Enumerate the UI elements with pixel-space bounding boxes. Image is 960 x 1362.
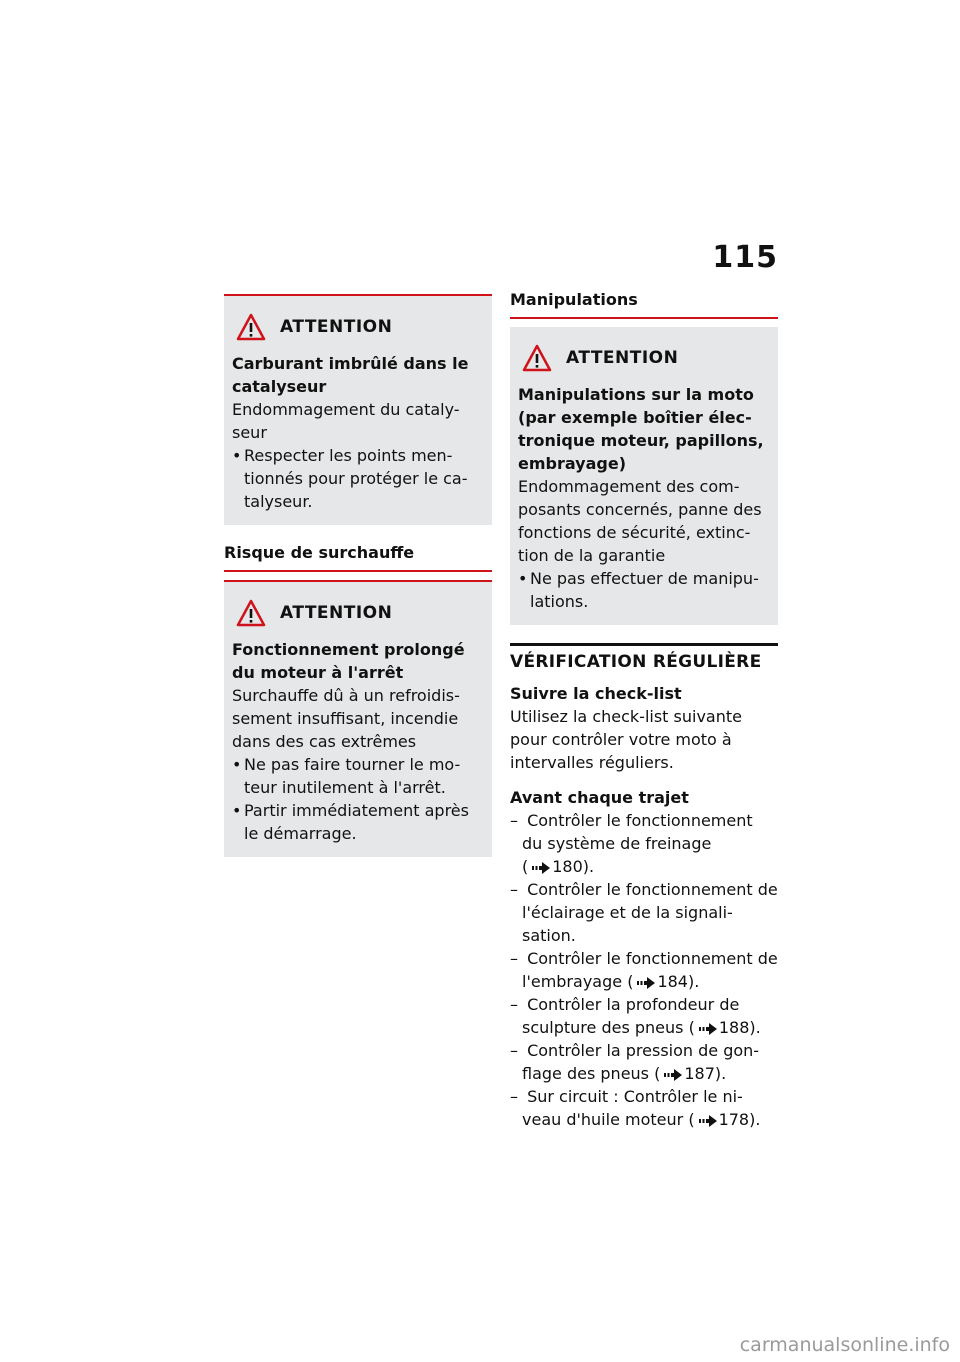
item-text: Sur circuit : Contrôler le ni-veau d'huile moteur — [522, 1087, 743, 1129]
list-item — [510, 993, 778, 1039]
warning-subject: Manipulations sur la moto (par exemple boîtier élec-tronique moteur, papillons, embrayage) — [518, 385, 764, 473]
item-text: Contrôler le fonctionnement de l'embrayage — [522, 949, 778, 991]
warning-title: ATTENTION — [280, 317, 393, 337]
page-number: 115 — [712, 240, 778, 275]
warning-triangle-icon — [236, 598, 266, 628]
list-item — [510, 809, 778, 878]
reference-page: 178). — [718, 1110, 761, 1129]
bullet-item: • Ne pas effectuer de manipu-lations. — [518, 567, 770, 613]
item-text: Contrôler la pression de gon-flage des pneus — [522, 1041, 760, 1083]
watermark[interactable]: carmanualsonline.info — [739, 1334, 950, 1356]
warning-title: ATTENTION — [566, 348, 679, 368]
page-reference[interactable]: ( 184). — [627, 972, 700, 991]
page-reference-arrow-icon — [637, 977, 655, 989]
list-item — [510, 947, 778, 993]
right-column — [510, 290, 778, 1131]
reference-page: 184). — [657, 972, 700, 991]
warning-triangle-icon — [236, 312, 266, 342]
page-reference[interactable]: ( 180). — [522, 857, 595, 876]
warning-box-engine-idle — [224, 580, 492, 857]
warning-box-manipulations — [510, 327, 778, 625]
warning-header — [518, 343, 770, 373]
checklist-intro: Utilisez la check-list suivante pour contrôler votre moto à intervalles réguliers. — [510, 707, 742, 772]
page-reference-arrow-icon — [699, 1023, 717, 1035]
page-reference-arrow-icon — [664, 1069, 682, 1081]
warning-text: Endommagement du cataly-seur — [232, 400, 460, 442]
warning-header — [232, 598, 484, 628]
item-text: Contrôler la profondeur de sculpture des pneus — [522, 995, 740, 1037]
list-item — [510, 878, 778, 947]
page-reference-arrow-icon — [699, 1115, 717, 1127]
reference-page: 188). — [718, 1018, 761, 1037]
warning-text: Surchauffe dû à un refroidis-sement insuffisant, incendie dans des cas extrêmes — [232, 686, 460, 751]
page-reference[interactable]: ( 187). — [654, 1064, 727, 1083]
bullet-item: • Partir immédiatement après le démarrage. — [232, 799, 484, 845]
warning-bullets — [518, 567, 770, 613]
warning-subject: Carburant imbrûlé dans le catalyseur — [232, 354, 469, 396]
checklist-heading: Suivre la check-list — [510, 684, 682, 703]
reference-page: 180). — [552, 857, 595, 876]
list-item — [510, 1085, 778, 1131]
checklist-items — [510, 809, 778, 1131]
page-reference[interactable]: ( 188). — [688, 1018, 761, 1037]
item-text: Contrôler le fonctionnement du système de freinage — [522, 811, 753, 853]
bullet-item: • Ne pas faire tourner le mo-teur inutilement à l'arrêt. — [232, 753, 484, 799]
page-reference-arrow-icon — [532, 862, 550, 874]
item-text: Contrôler le fonctionnement de l'éclairage et de la signali-sation. — [522, 880, 778, 945]
warning-title: ATTENTION — [280, 603, 393, 623]
list-item — [510, 1039, 778, 1085]
warning-bullets — [232, 753, 484, 845]
section-title-overheat: Risque de surchauffe — [224, 543, 492, 572]
bullet-item: • Respecter les points men-tionnés pour protéger le ca-talyseur. — [232, 444, 484, 513]
left-column — [224, 294, 492, 875]
warning-subject: Fonctionnement prolongé du moteur à l'arrêt — [232, 640, 465, 682]
page-reference[interactable]: ( 178). — [688, 1110, 761, 1129]
section-title-manipulations: Manipulations — [510, 290, 778, 319]
warning-bullets — [232, 444, 484, 513]
warning-triangle-icon — [522, 343, 552, 373]
warning-box-catalyst — [224, 294, 492, 525]
warning-text: Endommagement des com-posants concernés, panne des fonctions de sécurité, extinc-tion de la garantie — [518, 477, 762, 565]
reference-page: 187). — [684, 1064, 727, 1083]
before-ride-heading: Avant chaque trajet — [510, 788, 689, 807]
warning-header — [232, 312, 484, 342]
chapter-title: VÉRIFICATION RÉGULIÈRE — [510, 643, 778, 672]
